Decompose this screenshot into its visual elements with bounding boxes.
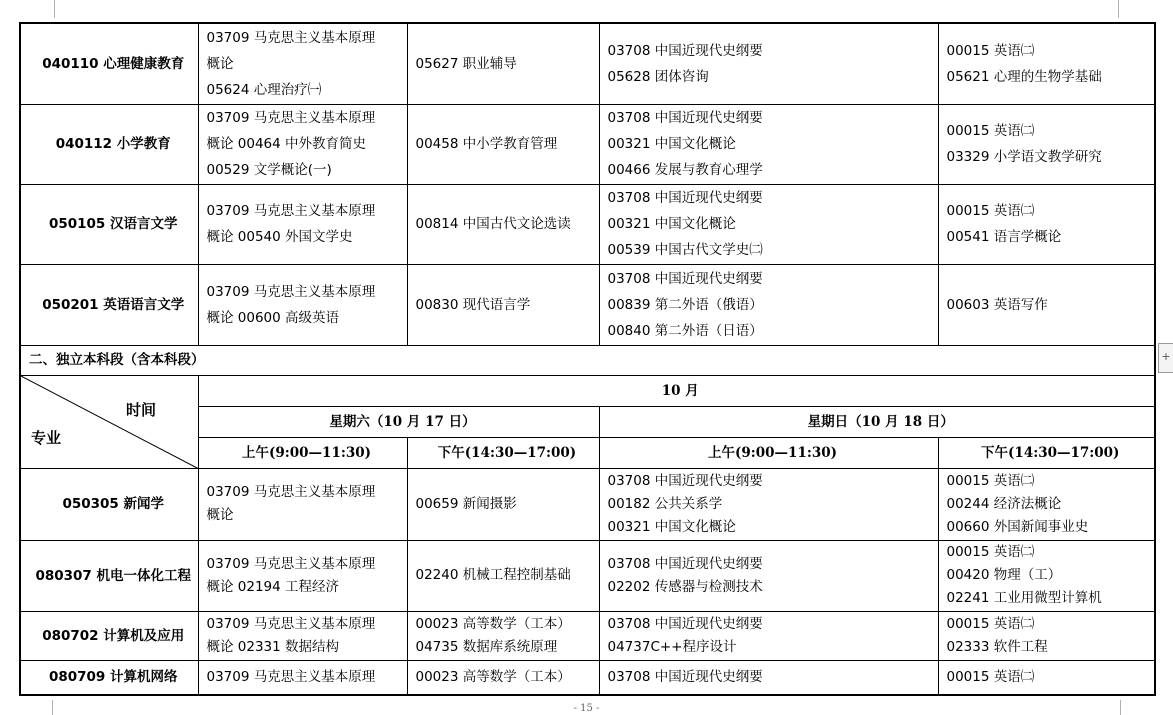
exam-cell	[198, 23, 407, 104]
table-row	[20, 184, 1155, 264]
bottom-section	[20, 468, 1155, 695]
exam-course: 00023 高等数学（工本）	[415, 668, 571, 685]
exam-course: 00830 现代语言学	[415, 296, 531, 313]
exam-course: 00015 英语㈡	[946, 123, 1035, 139]
exam-cell	[407, 104, 599, 184]
exam-cell	[599, 468, 938, 540]
exam-course: 02202 传感器与检测技术	[607, 578, 763, 595]
table-row	[20, 468, 1155, 540]
exam-cell	[938, 264, 1155, 345]
exam-cell	[198, 104, 407, 184]
exam-course: 02241 工业用微型计算机	[946, 590, 1102, 606]
table-row	[20, 660, 1155, 695]
exam-cell	[407, 264, 599, 345]
exam-course: 04735 数据库系统原理	[415, 638, 558, 655]
exam-course: 00539 中国古代文学史㈡	[607, 242, 763, 258]
exam-course: 00015 英语㈡	[946, 544, 1035, 560]
exam-cell	[407, 611, 599, 660]
page-number: - 15 -	[573, 703, 600, 714]
exam-course: 03709 马克思主义基本原理	[206, 484, 376, 500]
exam-cell	[198, 540, 407, 611]
exam-course: 00458 中小学教育管理	[415, 136, 558, 152]
header-major-label: 专业	[31, 428, 62, 447]
exam-course: 00015 英语㈡	[946, 615, 1035, 632]
exam-course: 05624 心理治疗㈠	[206, 81, 322, 98]
header-saturday: 星期六（10 月 17 日）	[198, 406, 599, 437]
exam-cell	[599, 611, 938, 660]
exam-cell	[938, 23, 1155, 104]
exam-cell	[198, 184, 407, 264]
exam-cell	[599, 540, 938, 611]
exam-course: 03709 马克思主义基本原理	[206, 283, 376, 300]
exam-course: 03708 中国近现代史纲要	[607, 555, 763, 572]
exam-course: 概论 00540 外国文学史	[206, 229, 353, 245]
exam-course: 00244 经济法概论	[946, 495, 1062, 512]
exam-course: 00023 高等数学（工本）	[415, 615, 571, 632]
exam-cell	[938, 184, 1155, 264]
exam-cell	[938, 104, 1155, 184]
exam-cell	[599, 660, 938, 695]
major-name: 080702 计算机及应用	[20, 611, 198, 660]
exam-course: 00015 英语㈡	[946, 668, 1035, 685]
exam-course: 00015 英语㈡	[946, 42, 1035, 59]
exam-course: 00015 英语㈡	[946, 472, 1035, 489]
major-name: 080709 计算机网络	[20, 660, 198, 695]
exam-cell	[938, 540, 1155, 611]
exam-course: 概论 00600 高级英语	[206, 309, 340, 326]
exam-course: 03708 中国近现代史纲要	[607, 42, 763, 59]
exam-course: 00541 语言学概论	[946, 229, 1062, 245]
exam-course: 00814 中国古代文论选读	[415, 216, 571, 232]
exam-cell	[407, 184, 599, 264]
exam-course: 05621 心理的生物学基础	[946, 68, 1102, 85]
exam-cell	[407, 660, 599, 695]
exam-course: 03709 马克思主义基本原理	[206, 668, 376, 685]
crop-mark-top-left	[36, 0, 55, 18]
exam-cell	[938, 660, 1155, 695]
exam-cell	[198, 611, 407, 660]
exam-cell	[599, 23, 938, 104]
section-two	[20, 345, 1155, 468]
header-sat-pm: 下午(14:30—17:00)	[407, 437, 599, 468]
section-title: 二、独立本科段（含本科段）	[20, 345, 1155, 375]
major-name: 050305 新闻学	[20, 468, 198, 540]
exam-cell	[599, 104, 938, 184]
major-name: 040112 小学教育	[20, 104, 198, 184]
exam-cell	[938, 611, 1155, 660]
header-sat-am: 上午(9:00—11:30)	[198, 437, 407, 468]
exam-course: 03709 马克思主义基本原理	[206, 555, 376, 572]
exam-course: 03708 中国近现代史纲要	[607, 615, 763, 632]
exam-course: 概论 00464 中外教育简史	[206, 136, 367, 152]
exam-course: 03708 中国近现代史纲要	[607, 668, 763, 685]
exam-course: 00660 外国新闻事业史	[946, 518, 1089, 535]
exam-course: 00321 中国文化概论	[607, 216, 736, 232]
table-row	[20, 264, 1155, 345]
exam-course: 00529 文学概论(一)	[206, 162, 332, 178]
exam-course: 05628 团体咨询	[607, 68, 709, 85]
exam-course: 03709 马克思主义基本原理	[206, 29, 376, 46]
table-row	[20, 23, 1155, 104]
exam-course: 概论	[206, 55, 234, 72]
exam-cell	[599, 264, 938, 345]
header-time-label: 时间	[126, 400, 157, 419]
header-corner-cell	[20, 375, 198, 468]
exam-course: 03708 中国近现代史纲要	[607, 110, 763, 126]
exam-course: 05627 职业辅导	[415, 55, 517, 72]
exam-cell	[938, 468, 1155, 540]
exam-cell	[407, 540, 599, 611]
exam-course: 00603 英语写作	[946, 296, 1048, 313]
top-section	[20, 23, 1155, 345]
table-row	[20, 540, 1155, 611]
exam-cell	[407, 468, 599, 540]
exam-course: 概论	[206, 507, 234, 523]
expand-tab[interactable]: +	[1158, 343, 1173, 373]
exam-cell	[198, 264, 407, 345]
exam-course: 03709 马克思主义基本原理	[206, 203, 376, 219]
exam-cell	[599, 184, 938, 264]
header-sun-pm: 下午(14:30—17:00)	[938, 437, 1155, 468]
exam-cell	[407, 23, 599, 104]
exam-course: 03708 中国近现代史纲要	[607, 270, 763, 287]
exam-course: 概论 02194 工程经济	[206, 578, 340, 595]
exam-course: 00420 物理（工）	[946, 567, 1062, 583]
exam-course: 00840 第二外语（日语）	[607, 322, 763, 339]
exam-course: 00466 发展与教育心理学	[607, 162, 763, 178]
exam-course: 03329 小学语文教学研究	[946, 149, 1102, 165]
exam-course: 03708 中国近现代史纲要	[607, 472, 763, 489]
exam-course: 00182 公共关系学	[607, 495, 723, 512]
header-sun-am: 上午(9:00—11:30)	[599, 437, 938, 468]
crop-mark-top-right	[1118, 0, 1137, 18]
exam-course: 03709 马克思主义基本原理	[206, 110, 376, 126]
diagonal-line	[21, 376, 198, 469]
header-month: 10 月	[198, 375, 1155, 406]
exam-course: 00839 第二外语（俄语）	[607, 296, 763, 313]
exam-course: 00321 中国文化概论	[607, 136, 736, 152]
exam-course: 00321 中国文化概论	[607, 518, 736, 535]
exam-cell	[198, 660, 407, 695]
exam-schedule-table	[19, 22, 1156, 696]
exam-course: 00659 新闻摄影	[415, 495, 517, 512]
table-row	[20, 104, 1155, 184]
exam-course: 03709 马克思主义基本原理	[206, 615, 376, 632]
exam-cell	[198, 468, 407, 540]
major-name: 040110 心理健康教育	[20, 23, 198, 104]
exam-course: 02240 机械工程控制基础	[415, 567, 571, 583]
exam-course: 00015 英语㈡	[946, 203, 1035, 219]
exam-course: 02333 软件工程	[946, 638, 1048, 655]
major-name: 050105 汉语言文学	[20, 184, 198, 264]
table-row	[20, 611, 1155, 660]
exam-course: 03708 中国近现代史纲要	[607, 190, 763, 206]
exam-course: 04737C++程序设计	[607, 638, 737, 655]
exam-course: 概论 02331 数据结构	[206, 638, 340, 655]
major-name: 080307 机电一体化工程	[20, 540, 198, 611]
major-name: 050201 英语语言文学	[20, 264, 198, 345]
header-sunday: 星期日（10 月 18 日）	[599, 406, 1155, 437]
